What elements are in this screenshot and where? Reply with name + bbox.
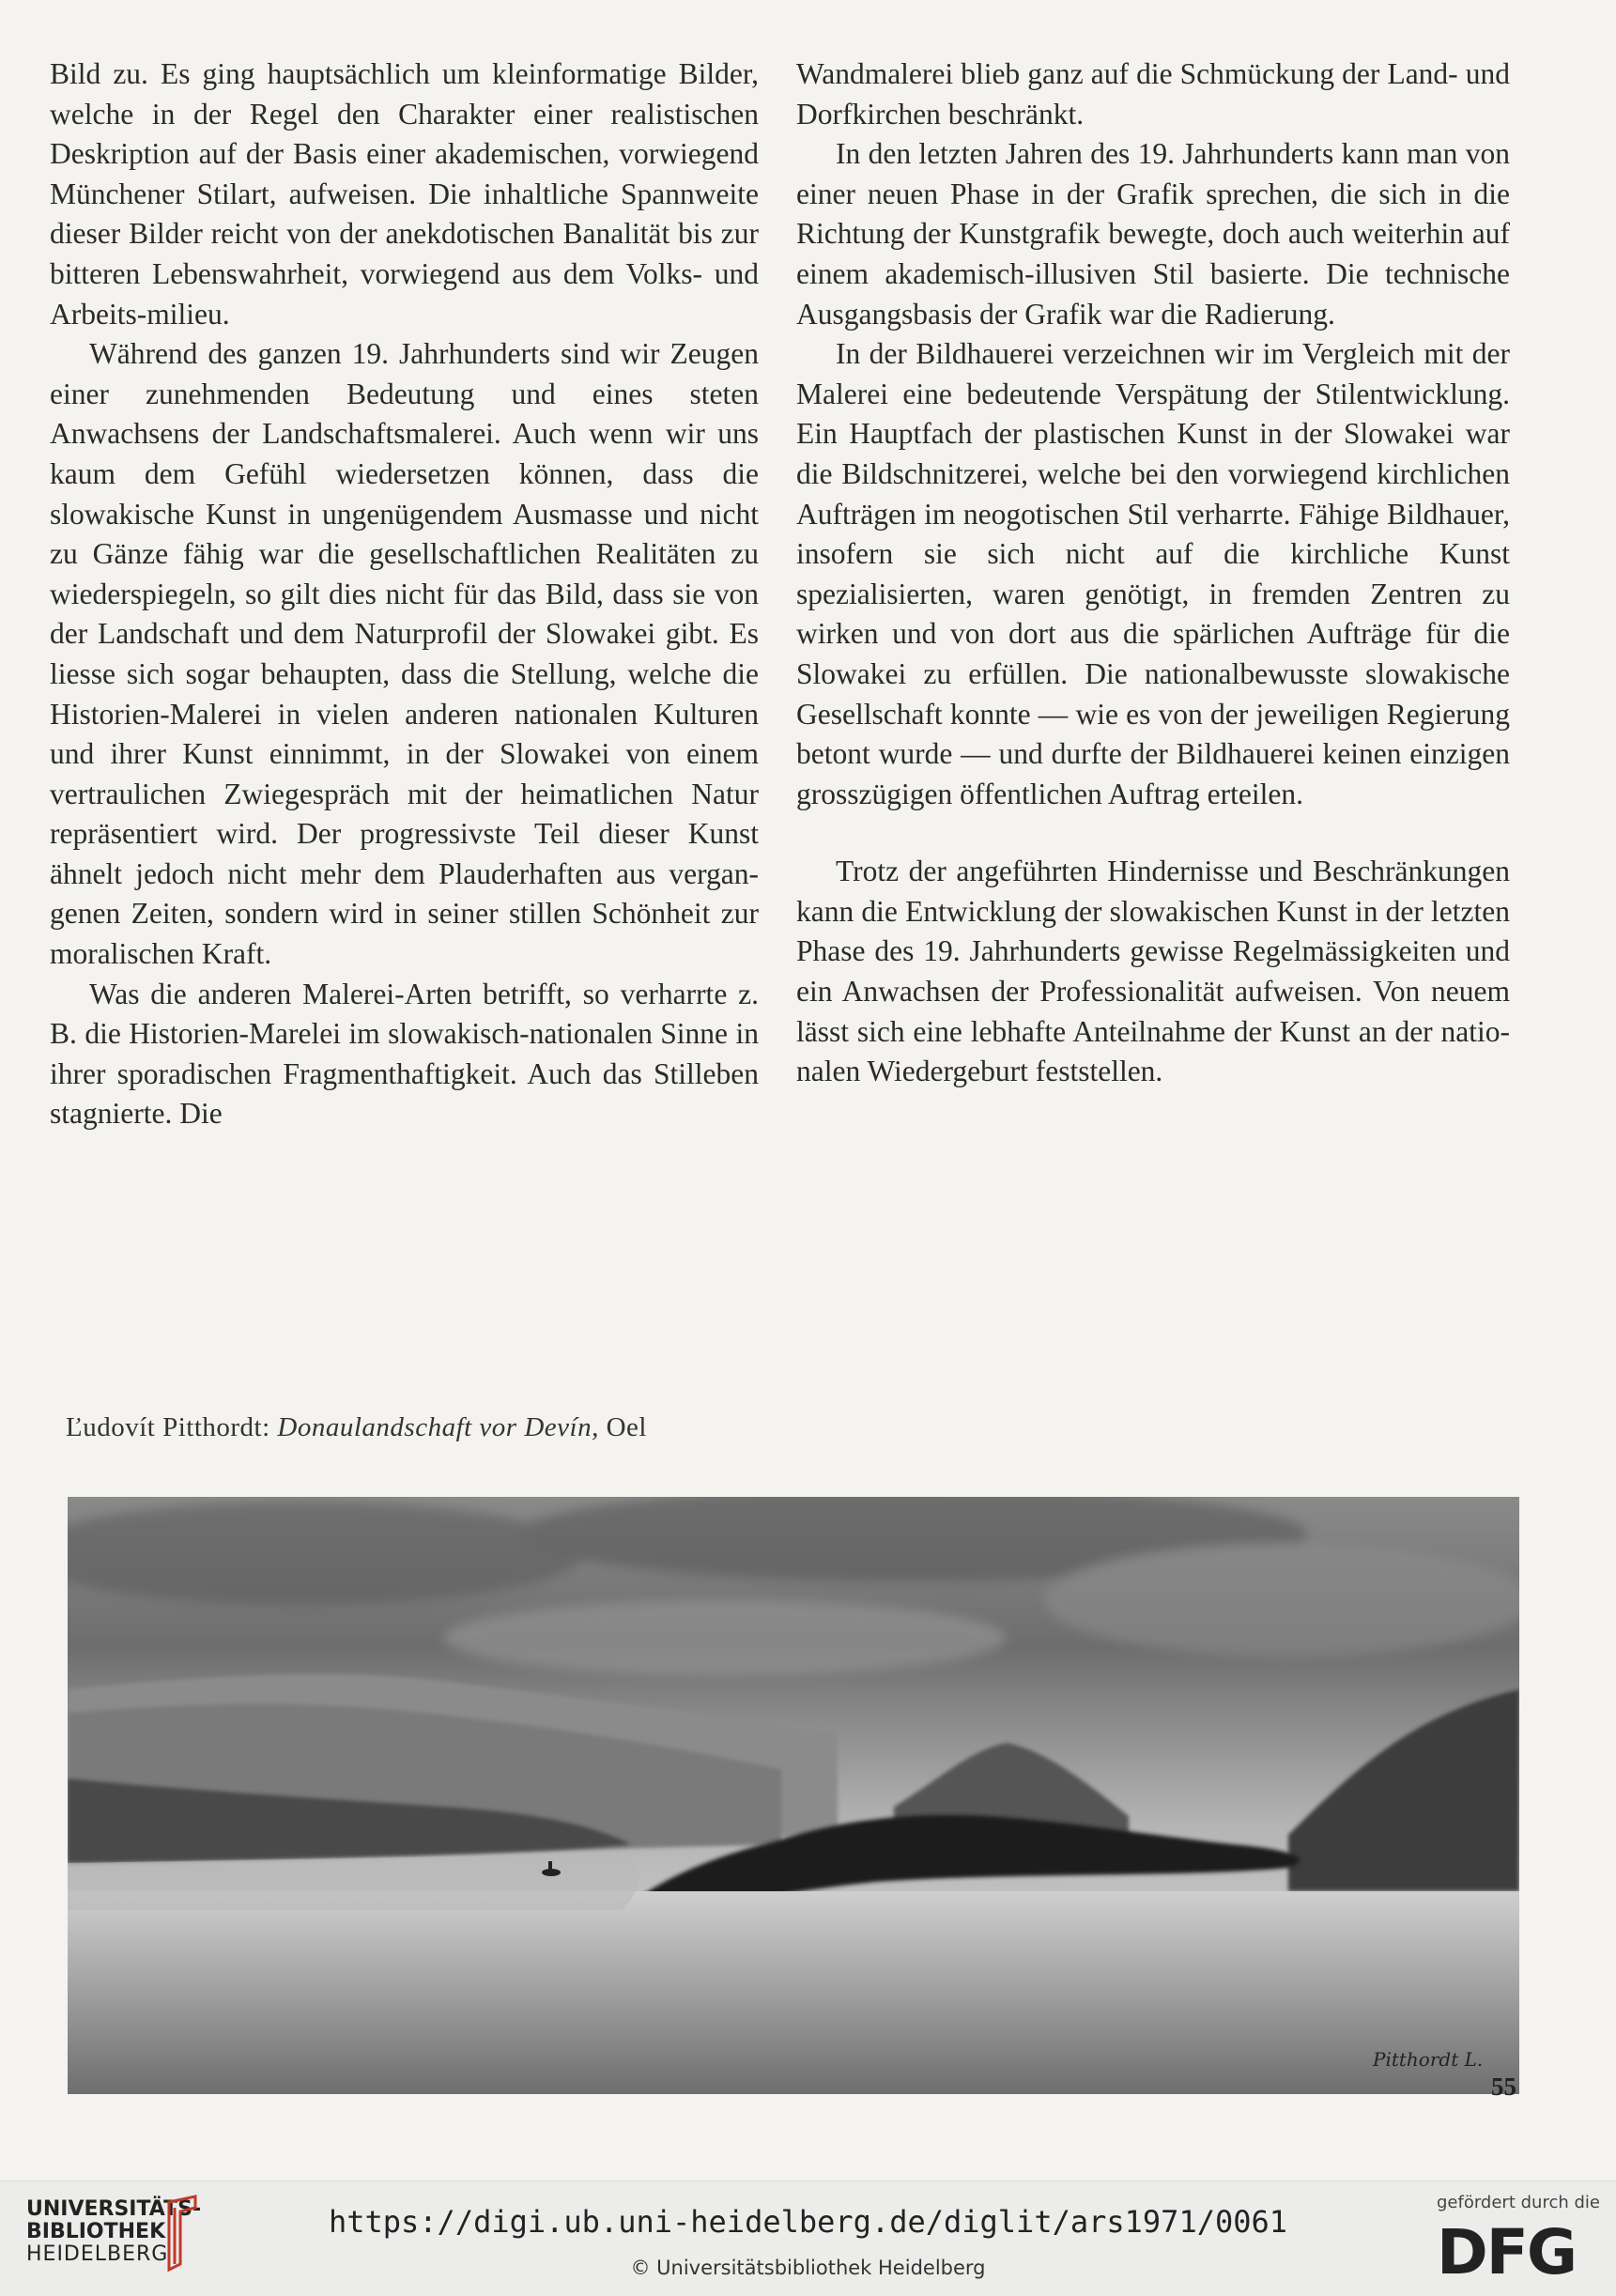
caption-title: Donaulandschaft vor Devín,	[277, 1412, 599, 1442]
figure-caption	[66, 1412, 647, 1443]
caption-medium: Oel	[598, 1412, 647, 1442]
paragraph: In den letzten Jahren des 19. Jahrhunderts kann man von einer neuen Phase in der Grafik sprechen, die sich in die Richtung der Kunstgrafik bewegte, doch auch weiterhin auf einem akademisch-illusiven Stil basierte. Die technische Ausgangsbasis der Grafik war die Radierung.	[796, 137, 1510, 331]
library-name-line1: UNIVERSITÄTS-	[26, 2197, 202, 2221]
paragraph: Was die anderen Malerei-Arten betrifft, so verharrte z. B. die Historien-Marelei im slowakisch-nationalen Sinne in ihrer sporadischen Fragmenthaftigkeit. Auch das Stilleben stagnierte. Die	[50, 977, 759, 1131]
dfg-logo-icon	[1433, 2217, 1593, 2283]
library-name-line2: BIBLIOTHEK	[26, 2220, 166, 2243]
page-number: 55	[1491, 2073, 1516, 2101]
paragraph: Wandmalerei blieb ganz auf die Schmückung der Land- und Dorfkirchen beschränkt.	[796, 57, 1510, 131]
right-text-column	[796, 54, 1510, 1092]
paragraph: Trotz der angeführten Hindernisse und Beschränkungen kann die Entwicklung der slowakischen Kunst in der letzten Phase des 19. Jahrhunderts gewisse Regelmässigkeiten und ein Anwachsen der Professionalität aufweisen. Von neuem lässt sich eine lebhafte Anteilnahme der Kunst an der nationalen Wiedergeburt feststellen.	[796, 855, 1510, 1088]
left-text-column	[50, 54, 759, 1134]
footer-bar	[0, 2180, 1616, 2296]
funded-by-label: gefördert durch die	[1437, 2193, 1600, 2212]
copyright-notice: © Universitätsbibliothek Heidelberg	[630, 2257, 986, 2279]
library-name-line3: HEIDELBERG	[26, 2242, 169, 2266]
paragraph: Während des ganzen 19. Jahrhunderts sind wir Zeugen einer zunehmenden Bedeutung und eines steten Anwachsens der Landschaftsmalerei. Auch wenn wir uns kaum dem Gefühl wiedersetzen können, dass die slowakische Kunst in ungenügendem Ausmasse und nicht zu Gänze fähig war die gesellschaftlichen Realitäten zu wiederspiegeln, so gilt dies nicht für das Bild, dass sie von der Landschaft und dem Naturprofil der Slowakei gibt. Es liesse sich sogar behaupten, dass die Stellung, welche die Historien-Malerei in vielen anderen nationalen Kulturen und ihrer Kunst einnimmt, in der Slowakei von einem vertraulichen Zwiegespräch mit der heimatlichen Natur repräsentiert wird. Der progressivste Teil dieser Kunst ähnelt jedoch nicht mehr dem Plauderhaften aus vergangenen Zeiten, sondern wird in seiner stillen Schönheit zur moralischen Kraft.	[50, 337, 759, 971]
painting-signature: Pitthordt L.	[1373, 2048, 1484, 2071]
paragraph: Bild zu. Es ging hauptsächlich um kleinformatige Bilder, welche in der Regel den Charakter einer realistischen Deskription auf der Basis einer akademischen, vorwiegend Münchener Stilart, aufweisen. Die inhaltliche Spannweite dieser Bilder reicht von der anekdotischen Banalität bis zur bitteren Lebenswahrheit, vorwiegend aus dem Volks- und Arbeits-milieu.	[50, 57, 759, 331]
document-url[interactable]: https://digi.ub.uni-heidelberg.de/diglit/ars1971/0061	[328, 2204, 1288, 2240]
dfg-logo-text: DFG	[1437, 2217, 1577, 2283]
caption-artist: Ľudovít Pitthordt:	[66, 1412, 278, 1442]
landscape-painting	[68, 1497, 1519, 2094]
paragraph: In der Bildhauerei verzeichnen wir im Vergleich mit der Malerei eine bedeutende Verspätung der Stilentwicklung. Ein Hauptfach der plastischen Kunst in der Slowakei war die Bildschnitzerei, welche bei den vorwiegend kirchlichen Aufträgen im neogotischen Stil verharrte. Fähige Bildhauer, insofern sie sich nicht auf die kirchliche Kunst spezialisierten, waren genötigt, in fremden Zentren zu wirken und von dort aus die spärlichen Aufträge für die Slowakei zu erfüllen. Die nationalbewusste slowakische Gesellschaft konnte — wie es von der jeweiligen Regierung betont wurde — und durfte der Bildhauerei keinen einzigen grosszügigen öffentlichen Auftrag erteilen.	[796, 337, 1510, 810]
